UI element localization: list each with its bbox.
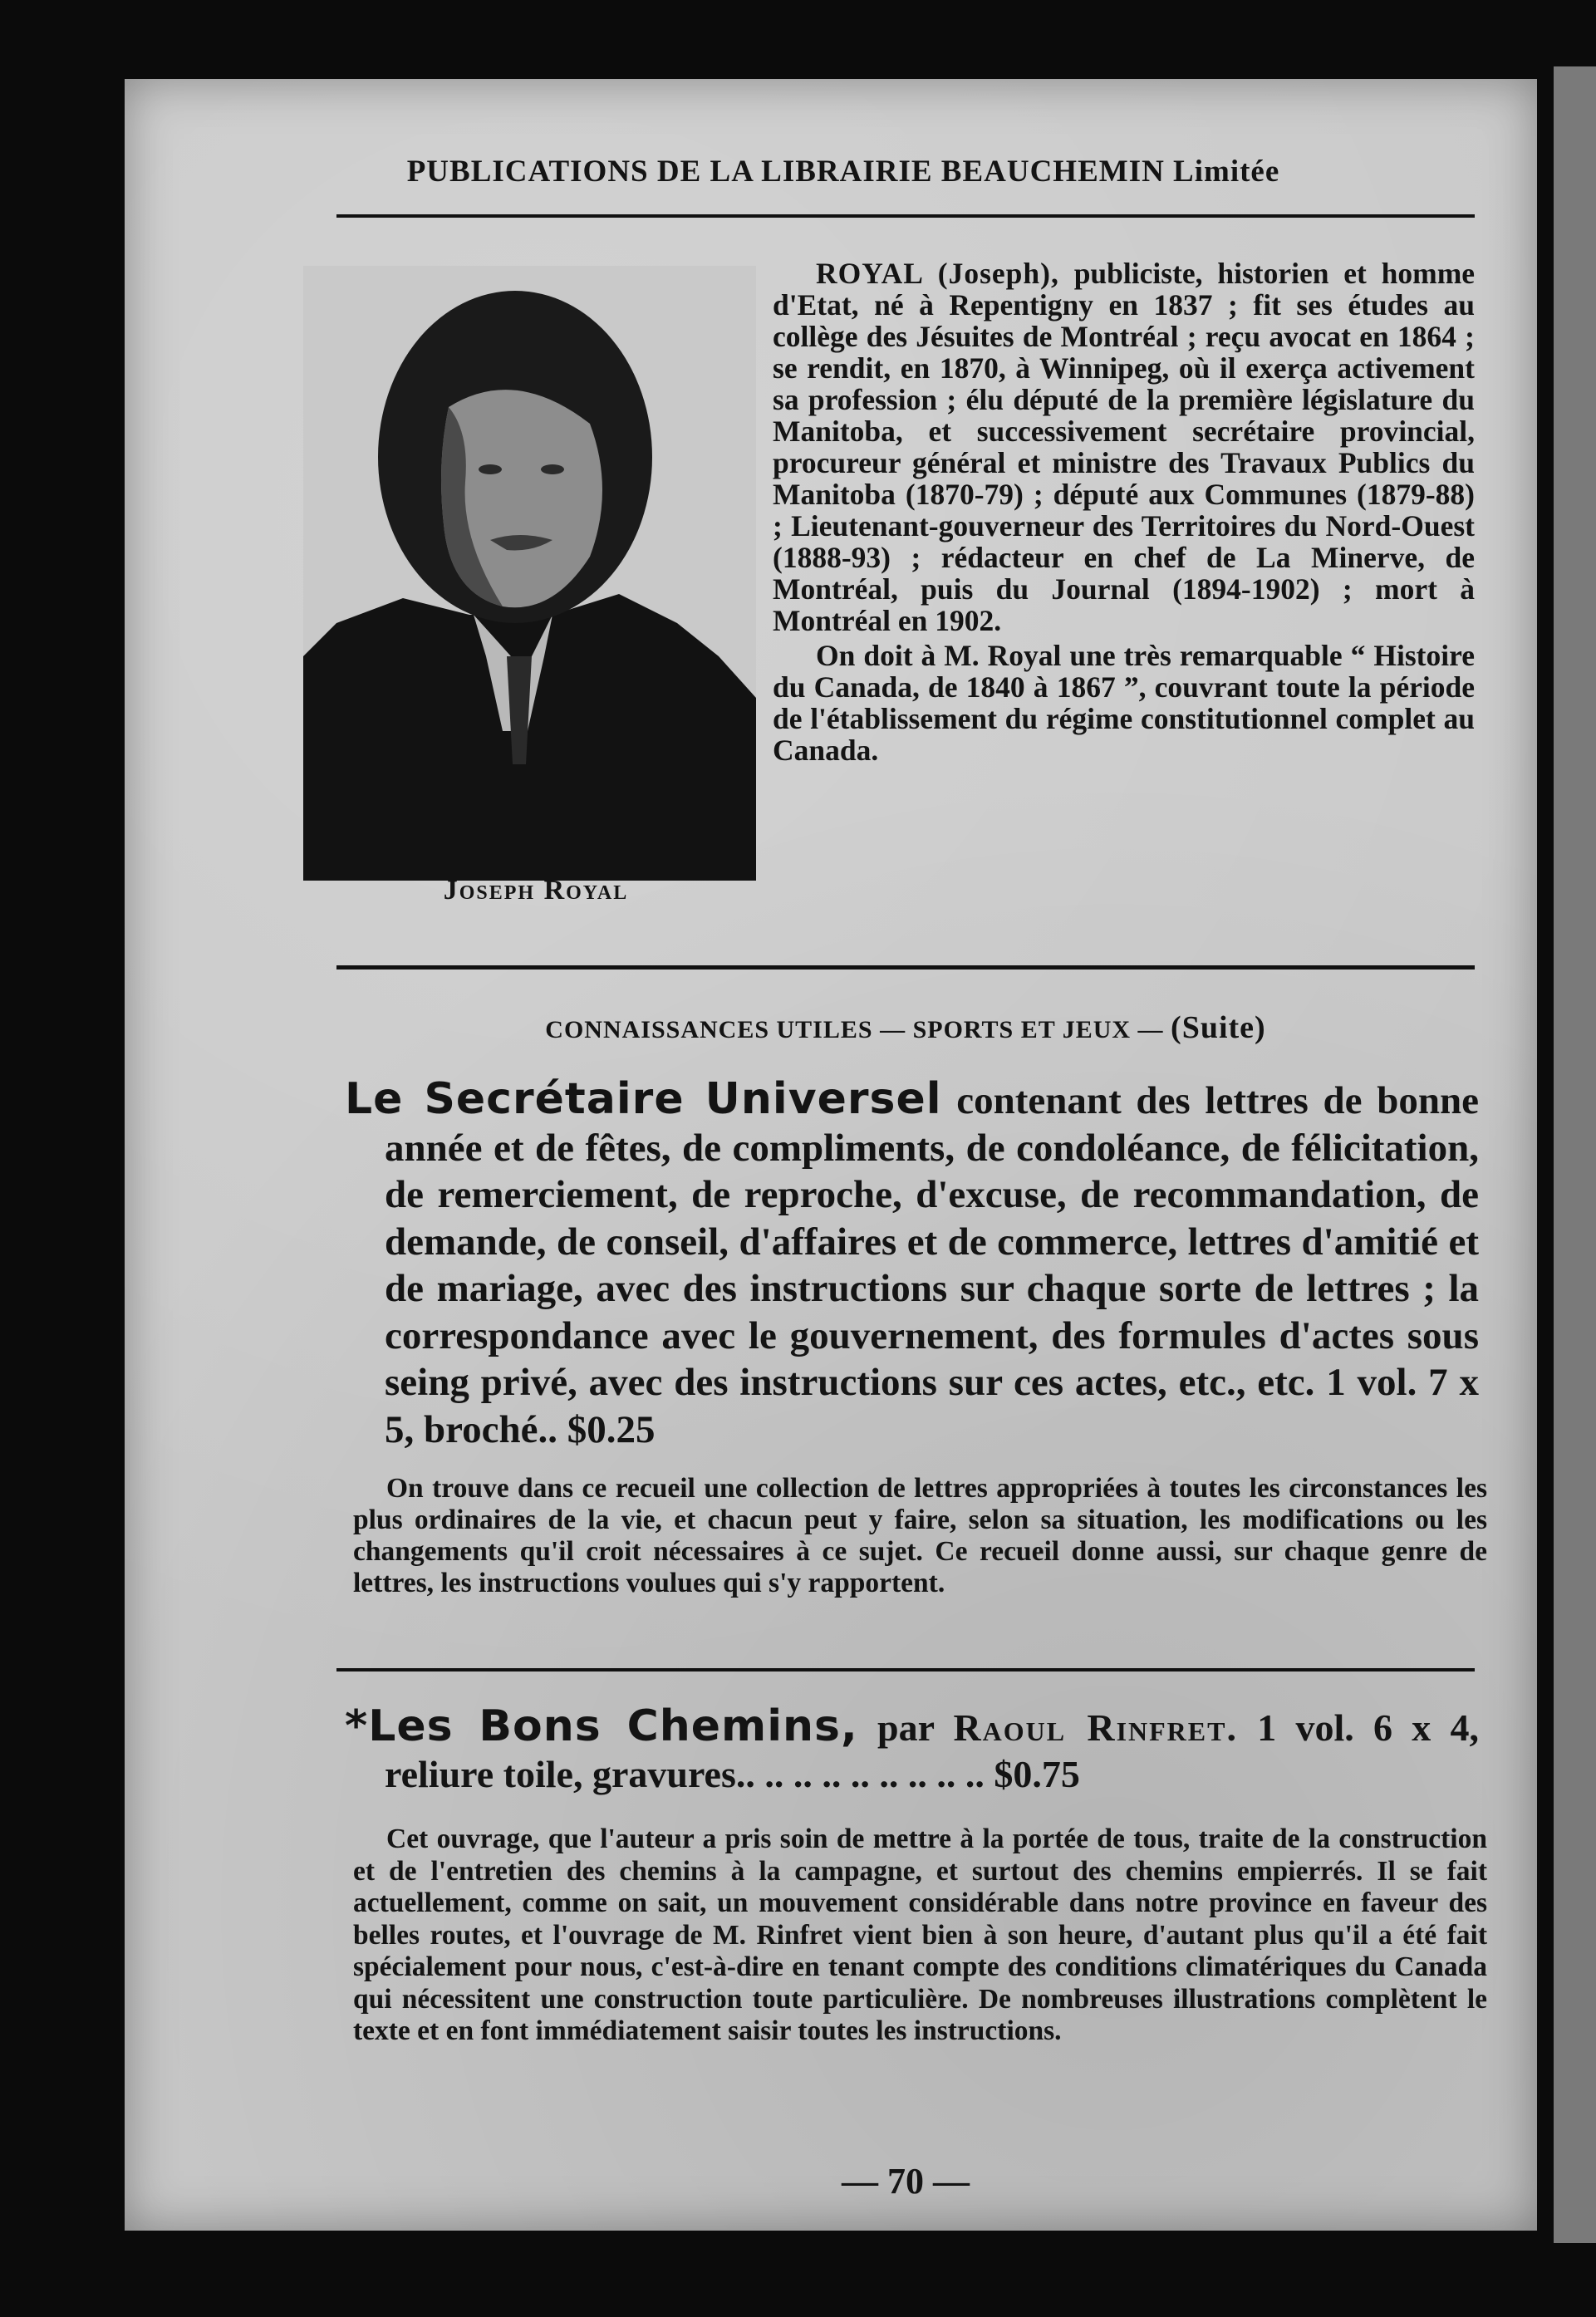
book-entry-secretaire <box>345 1076 1479 1453</box>
section-part-1: CONNAISSANCES UTILES <box>545 1016 873 1043</box>
portrait-shoulders <box>303 594 756 881</box>
book-1-description-block <box>353 1473 1487 1599</box>
bio-paragraph-2: On doit à M. Royal une très remarquable “ Histoire du Canada, de 1840 à 1867 ”, couvrant toute la période de l'établissement du régime constitutionnel complet au Canada. <box>773 639 1475 767</box>
section-dash-2: — <box>1131 1016 1171 1043</box>
biography <box>773 258 1475 766</box>
page-header: PUBLICATIONS DE LA LIBRAIRIE BEAUCHEMIN Limitée <box>406 155 1280 189</box>
header-rule <box>336 214 1475 218</box>
book-2-author: Raoul Rinfret. <box>953 1706 1238 1749</box>
section-part-2: SPORTS ET JEUX <box>912 1016 1132 1043</box>
book-2-by: par <box>857 1706 954 1749</box>
bio-text-1: publiciste, historien et homme d'Etat, né à Repentigny en 1837 ; fit ses études au collège des Jésuites de Montréal ; reçu avocat en 1864 ; se rendit, en 1870, à Winnipeg, où il exerça activement sa profession ; élu député de la première législature du Manitoba, et successivement secrétaire provincial, procureur général et ministre des Travaux Publics du Manitoba (1870-79) ; député aux Communes (1879-88) ; Lieutenant-gouverneur des Territoires du Nord-Ouest (1888-93) ; rédacteur en chef de La Minerve, de Montréal, puis du Journal (1894-1902) ; mort à Montréal en 1902. <box>773 257 1476 637</box>
bio-paragraph-1 <box>773 258 1475 636</box>
book-1-description: On trouve dans ce recueil une collection de lettres appropriées à toutes les circonstances les plus ordinaires de la vie, et chacun peut y faire, selon sa situation, les modifications ou les changements qu'il croit nécessaires à ce sujet. Ce recueil donne aussi, sur chaque genre de lettres, les instructions voulues qui s'y rapportent. <box>353 1473 1487 1598</box>
portrait-caption: Joseph Royal <box>443 875 629 906</box>
page-number: — 70 — <box>842 2161 970 2202</box>
book-2-listing <box>345 1703 1479 1798</box>
book-2-title: *Les Bons Chemins, <box>345 1701 858 1751</box>
book-2-description: Cet ouvrage, que l'auteur a pris soin de mettre à la portée de tous, traite de la construction et de l'entretien des chemins à la campagne, et surtout des chemins empierrés. Il se fait actuellement, comme on sait, un mouvement considérable dans notre province en faveur des belles routes, et l'ouvrage de M. Rinfret vient bien à son heure, d'autant plus qu'il a été fait spécialement pour nous, c'est-à-dire en tenant compte des conditions climatériques du Canada qui nécessitent une construction toute particulière. De nombreuses illustrations complètent le texte et en font immédiatement saisir toutes les instructions. <box>353 1824 1487 2046</box>
portrait-photo <box>303 266 756 881</box>
section-part-3: (Suite) <box>1171 1010 1266 1045</box>
portrait-eye-left <box>479 464 502 474</box>
book-1-listing <box>345 1076 1479 1453</box>
bio-name: ROYAL (Joseph), <box>816 257 1059 290</box>
section-rule <box>336 965 1475 970</box>
book-1-text: contenant des lettres de bonne année et de fêtes, de compliments, de condoléance, de félicitation, de remerciement, de reproche, d'excuse, de recommandation, de demande, de conseil, d'affaires et de commerce, lettres d'amitié et de mariage, avec des instructions sur chaque sorte de lettres ; la correspondance avec le gouvernement, des formules d'actes sous seing privé, avec des instructions sur ces actes, etc., etc. 1 vol. 7 x 5, broché.. $0.25 <box>385 1079 1479 1451</box>
section-dash-1: — <box>872 1016 913 1043</box>
book-entry-bons-chemins <box>345 1703 1479 1798</box>
section-title <box>336 1009 1475 1046</box>
book-2-description-block <box>353 1824 1487 2048</box>
book-divider-rule <box>336 1668 1475 1671</box>
book-1-title: Le Secrétaire Universel <box>345 1074 942 1124</box>
portrait-eye-right <box>541 464 564 474</box>
facing-page-edge <box>1554 66 1596 2243</box>
book-2-text: 1 vol. 6 x 4, reliure toile, gravures.. .. .. .. .. .. .. .. .. $0.75 <box>385 1706 1479 1795</box>
